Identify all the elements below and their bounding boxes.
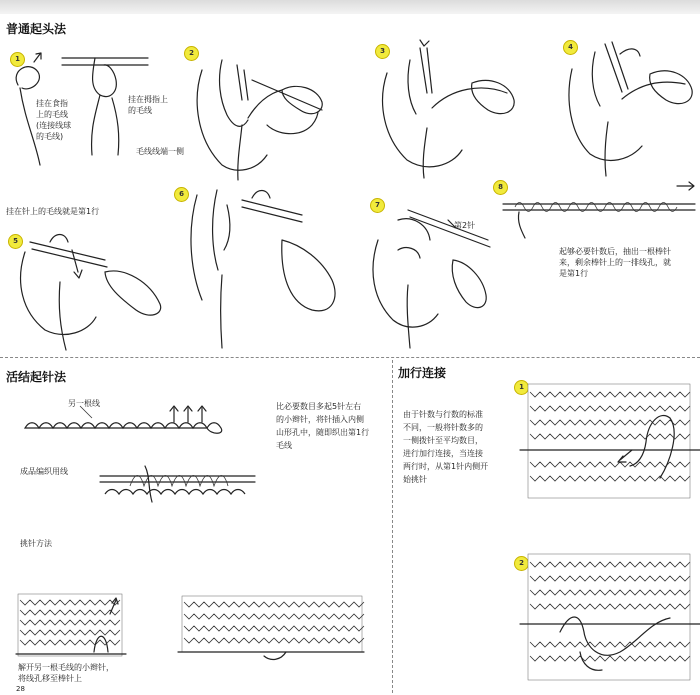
step6-illustration — [172, 180, 362, 350]
step5-illustration — [10, 212, 180, 352]
step4-illustration — [560, 34, 700, 179]
page-number: 28 — [16, 685, 25, 693]
scan-edge — [0, 0, 700, 14]
label-index-yarn: 挂在食指 上的毛线 (连接线球 的毛线) — [36, 99, 72, 141]
section-divider-horizontal — [0, 357, 700, 358]
step-badge-6: 6 — [174, 187, 189, 202]
step-badge-add-2: 2 — [514, 556, 529, 571]
section-divider-vertical — [392, 360, 393, 693]
step-badge-8: 8 — [493, 180, 508, 195]
step-badge-7: 7 — [370, 198, 385, 213]
step-badge-1: 1 — [10, 52, 25, 67]
label-unravel-note: 解开另一根毛线的小辫针， 将线孔移至棒针上 — [18, 663, 114, 683]
step-badge-3: 3 — [375, 44, 390, 59]
knit-onto-needle-illustration — [90, 456, 260, 506]
label-first-row: 挂在针上的毛线就是第1行 — [6, 207, 100, 216]
label-second-stitch: 第2针 — [454, 221, 476, 230]
step3-illustration — [372, 38, 557, 178]
step2-illustration — [182, 40, 362, 180]
label-pickup-method: 挑针方法 — [20, 539, 52, 548]
step8-illustration — [495, 190, 700, 250]
add-rows-fabric-1 — [520, 382, 700, 502]
step-badge-4: 4 — [563, 40, 578, 55]
label-add-rows-note: 由于针数与行数的标准 不同，一般将针数多的 一侧拨针至平均数目， 进行加行连接，当连接 两行时，从第1针内侧开 始挑针 — [403, 410, 489, 484]
section-title-add-rows: 加行连接 — [398, 366, 447, 380]
label-thumb-yarn: 挂在拇指上 的毛线 — [128, 95, 168, 115]
label-step8-note: 起够必要针数后，抽出一根棒针 来，剩余棒针上的一排线孔，就 是第1行 — [559, 247, 671, 278]
section-title-provisional: 活结起针法 — [6, 370, 67, 384]
step-badge-5: 5 — [8, 234, 23, 249]
step-badge-add-1: 1 — [514, 380, 529, 395]
section-title-cast-on: 普通起头法 — [6, 22, 67, 36]
step-badge-2: 2 — [184, 46, 199, 61]
label-another-yarn: 另一根线 — [68, 399, 100, 408]
label-provisional-note: 比必要数目多起5针左右 的小辫针，将针插入内侧 山形孔中，随即织出第1行 毛线 — [276, 402, 370, 450]
add-rows-fabric-2 — [520, 552, 700, 684]
label-yarn-end: 毛线线端一侧 — [136, 147, 184, 156]
label-finished-yarn: 成品编织用线 — [20, 467, 68, 476]
knit-fabric-left — [16, 592, 126, 662]
chain-illustration — [20, 400, 260, 440]
knit-fabric-right — [176, 594, 366, 666]
